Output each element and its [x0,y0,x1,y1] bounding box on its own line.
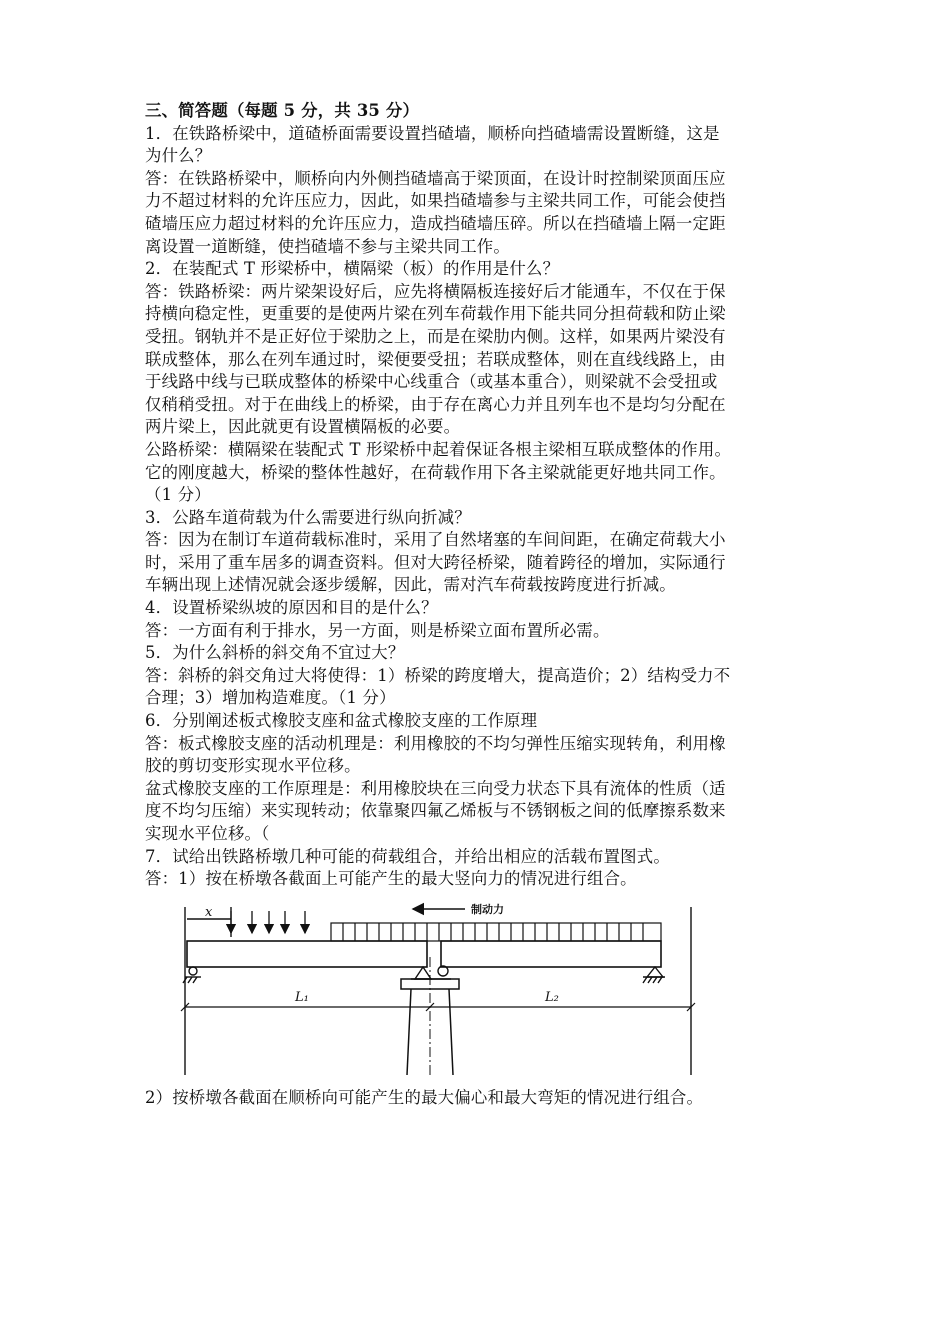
answer-text: 时，采用了重车居多的调查资料。但对大跨径桥梁，随着跨径的增加，实际通行 [145,552,726,572]
question-3 [145,507,815,597]
question-text: 5．为什么斜桥的斜交角不宜过大？ [145,643,405,663]
right-girder [441,941,661,967]
answer-text: 离设置一道断缝，使挡碴墙不参与主梁共同工作。 [145,236,510,256]
answer-text: 于线路中线与已联成整体的桥梁中心线重合（或基本重合），则梁就不会受扭或 [145,372,718,392]
left-girder [187,941,427,967]
answer-text: 盆式橡胶支座的工作原理是：利用橡胶块在三向受力状态下具有流体的性质（适 [145,778,726,798]
question-text: 3．公路车道荷载为什么需要进行纵向折减？ [145,507,471,527]
question-text: 6．分别阐述板式橡胶支座和盆式橡胶支座的工作原理 [145,711,538,731]
section-title: 三、简答题（每题 5 分，共 35 分） [145,101,420,120]
pier-load-diagram [145,897,815,1079]
answer-text: 持横向稳定性，更重要的是使两片梁在列车荷载作用下能共同分担荷载和防止梁 [145,304,726,324]
answer-text: 答：1）按在桥墩各截面上可能产生的最大竖向力的情况进行组合。 [145,869,637,889]
question-6 [145,710,815,846]
answer-text: 答：因为在制订车道荷载标准时，采用了自然堵塞的车间间距，在确定荷载大小 [145,530,726,550]
answer-text: 仅稍稍受扭。对于在曲线上的桥梁，由于存在离心力并且列车也不是均匀分配在 [145,394,726,414]
question-text: 2．在装配式 T 形梁桥中，横隔梁（板）的作用是什么？ [145,259,560,279]
answer-text: 合理；3）增加构造难度。（1 分） [145,688,396,708]
answer-text: 答：在铁路桥梁中，顺桥向内外侧挡碴墙高于梁顶面，在设计时控制梁顶面压应 [145,168,726,188]
answer-text: 答：一方面有利于排水，另一方面，则是桥梁立面布置所必需。 [145,620,610,640]
braking-force-label: 制动力 [471,902,504,916]
question-text: 7．试给出铁路桥墩几种可能的荷载组合，并给出相应的活载布置图式。 [145,846,670,866]
span-l2-label: L₂ [545,989,559,1005]
distributed-load [331,923,661,941]
x-label: x [205,904,213,920]
answer-text: 两片梁上，因此就更有设置横隔板的必要。 [145,417,461,437]
right-support [643,967,665,983]
answer-text: 联成整体，那么在列车通过时，梁便要受扭；若联成整体，则在直线线路上，由 [145,349,726,369]
question-7 [145,846,815,891]
answer-text: 2）按桥墩各截面在顺桥向可能产生的最大偏心和最大弯矩的情况进行组合。 [145,1087,704,1107]
answer-text: 受扭。钢轨并不是正好位于梁肋之上，而是在梁肋内侧。这样，如果两片梁没有 [145,326,726,346]
question-5 [145,642,815,710]
answer-text: 它的刚度越大，桥梁的整体性越好，在荷载作用下各主梁就能更好地共同工作。 [145,462,726,482]
answer-text: 答：铁路桥梁：两片梁架设好后，应先将横隔板连接好后才能通车，不仅在于保 [145,281,726,301]
question-4 [145,597,815,642]
answer-text: （1 分） [145,485,211,505]
question-text: 4．设置桥梁纵坡的原因和目的是什么？ [145,598,438,618]
answer-text: 碴墙压应力超过材料的允许压应力，造成挡碴墙压碎。所以在挡碴墙上隔一定距 [145,213,726,233]
pier-supports [411,966,451,979]
question-text: 为什么？ [145,146,212,166]
span-dimension [181,1003,695,1011]
load-diagram-svg [145,897,815,1079]
span-l1-label: L₁ [295,989,309,1005]
answer-text: 答：板式橡胶支座的活动机理是：利用橡胶的不均匀弹性压缩实现转角，利用橡 [145,733,726,753]
document-page [145,100,815,1109]
answer-text: 公路桥梁：横隔梁在装配式 T 形梁桥中起着保证各根主梁相互联成整体的作用。 [145,439,732,459]
answer-text: 答：斜桥的斜交角过大将使得：1）桥梁的跨度增大，提高造价；2）结构受力不 [145,665,731,685]
answer-text: 力不超过材料的允许压应力，因此，如果挡碴墙参与主梁共同工作，可能会使挡 [145,191,726,211]
answer-text: 胶的剪切变形实现水平位移。 [145,756,361,776]
answer-text: 车辆出现上述情况就会逐步缓解，因此，需对汽车荷载按跨度进行折减。 [145,575,676,595]
pier-body [401,957,459,1075]
question-2 [145,258,815,507]
answer-text: 实现水平位移。（ [145,824,270,843]
question-1 [145,123,815,259]
answer-text: 度不均匀压缩）来实现转动；依靠聚四氟乙烯板与不锈钢板之间的低摩擦系数来 [145,801,726,821]
concentrated-loads [231,911,305,933]
question-text: 1．在铁路桥梁中，道碴桥面需要设置挡碴墙，顺桥向挡碴墙需设置断缝，这是 [145,123,720,143]
